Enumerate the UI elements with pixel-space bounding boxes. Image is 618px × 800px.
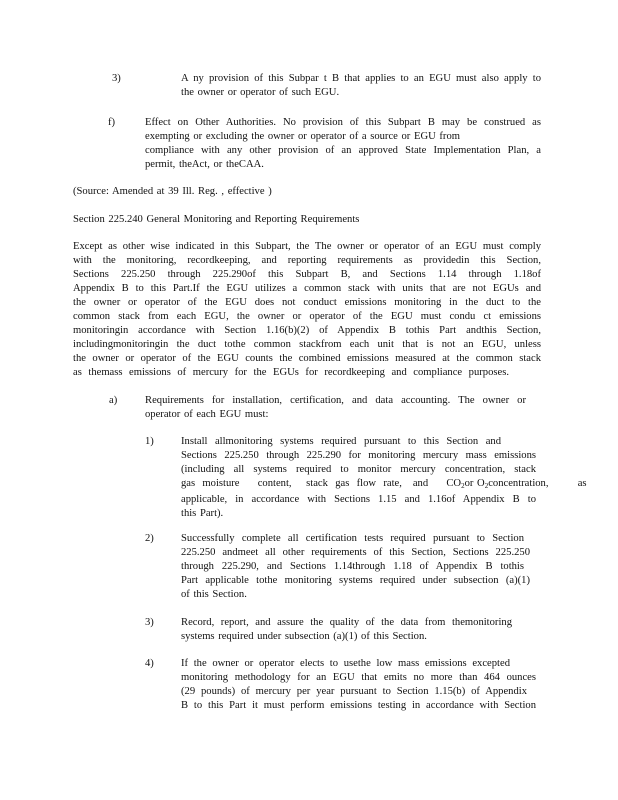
text-line: Install allmonitoring systems required pursuant to this Section and xyxy=(181,436,501,447)
paragraph-sub-item-4 xyxy=(181,657,536,713)
source-note xyxy=(73,185,373,199)
text-line: monitoring methodology for an EGU that emits no more than 464 ounces xyxy=(181,672,536,683)
text-line: Appendix B to this Part.If the EGU utilizes a common stack with units that are not EGUs and xyxy=(73,283,541,294)
text-line: the owner or operator of such EGU. xyxy=(181,87,340,98)
item-number: 3) xyxy=(145,617,154,628)
subscript: 2 xyxy=(484,482,489,490)
item-number: 2) xyxy=(145,533,154,544)
paragraph-sub-item-2 xyxy=(181,532,536,602)
text-line: common stack from each EGU, the owner or operator of the EGU must condu ct emissions xyxy=(73,311,541,322)
text-line: systems required under subsection (a)(1) of this Section. xyxy=(181,631,427,642)
item-number: f) xyxy=(108,117,116,128)
item-number: a) xyxy=(109,395,118,406)
text-line: through 225.290, and Sections 1.14through 1.18 of Appendix B tothis xyxy=(181,561,524,572)
text-line: with the monitoring, recordkeeping, and reporting requirements as providedin this Section, xyxy=(73,255,541,266)
text-line: Sections 225.250 through 225.290 for monitoring mercury mass emissions xyxy=(181,450,536,461)
text-line: of this Section. xyxy=(181,589,247,600)
section-title: Section 225.240 General Monitoring and Reporting Requirements xyxy=(73,214,360,225)
paragraph-sub-item-1 xyxy=(181,435,587,521)
paragraph-effect-on-other-authorities xyxy=(145,116,541,172)
item-number: 3) xyxy=(112,73,121,84)
text-line: Successfully complete all certification tests required pursuant to Section xyxy=(181,533,524,544)
text-line: the owner or operator of the EGU does not conduct emissions monitoring in the duct to the xyxy=(73,297,541,308)
text-line: Effect on Other Authorities. No provision of this Subpart B may be construed as xyxy=(145,117,541,128)
text-line: 225.250 andmeet all other requirements of this Section, Sections 225.250 xyxy=(181,547,530,558)
subscript: 2 xyxy=(461,482,465,490)
text-line: A ny provision of this Subpar t B that applies to an EGU must also apply to xyxy=(181,73,541,84)
text-line: compliance with any other provision of an approved State Implementation Plan, a xyxy=(145,145,541,156)
text-line: permit, theAct, or theCAA. xyxy=(145,159,264,170)
paragraph-sub-item-3 xyxy=(181,616,536,644)
text-line: applicable, in accordance with Sections 1.15 and 1.16of Appendix B to xyxy=(181,494,536,505)
text-line: monitoringin accordance with Section 1.16(b)(2) of Appendix B tothis Part andthis Section, xyxy=(73,325,541,336)
item-number: 1) xyxy=(145,436,154,447)
item-number: 4) xyxy=(145,658,154,669)
text-line: Record, report, and assure the quality of the data from themonitoring xyxy=(181,617,512,628)
text-line: (including all systems required to monitor mercury concentration, stack xyxy=(181,464,536,475)
text-line: this Part). xyxy=(181,508,224,519)
text-line: (Source: Amended at 39 Ill. Reg. , effective ) xyxy=(73,186,272,197)
text-fragment: gas moisture content, stack gas flow rate, and CO xyxy=(181,478,462,489)
text-line: B to this Part it must perform emissions testing in accordance with Section xyxy=(181,700,536,711)
text-line: includingmonitoringin the duct tothe common stackfrom each unit that is not an EGU, unless xyxy=(73,339,541,350)
text-line: operator of each EGU must: xyxy=(145,409,269,420)
text-line: If the owner or operator elects to usethe low mass emissions excepted xyxy=(181,658,510,669)
text-line: exempting or excluding the owner or operator of a source or EGU from xyxy=(145,131,460,142)
intro-paragraph xyxy=(73,240,541,380)
text-fragment: concentration, as xyxy=(488,478,587,489)
text-line: the owner or operator of the EGU counts the combined emissions measured at the common stack xyxy=(73,353,541,364)
text-line: Except as other wise indicated in this Subpart, the The owner or operator of an EGU must comply xyxy=(73,241,541,252)
text-line xyxy=(181,477,587,493)
text-line: Part applicable tothe monitoring systems required under subsection (a)(1) xyxy=(181,575,530,586)
text-line: Sections 225.250 through 225.290of this Subpart B, and Sections 1.14 through 1.18of xyxy=(73,269,541,280)
text-line: Requirements for installation, certification, and data accounting. The owner or xyxy=(145,395,526,406)
paragraph-item-3 xyxy=(181,72,541,100)
section-heading xyxy=(73,213,393,227)
text-line: as themass emissions of mercury for the EGUs for recordkeeping and compliance purposes. xyxy=(73,367,509,378)
text-fragment: or O xyxy=(464,478,485,489)
paragraph-item-a xyxy=(145,394,526,422)
text-line: (29 pounds) of mercury per year pursuant to Section 1.15(b) of Appendix xyxy=(181,686,527,697)
